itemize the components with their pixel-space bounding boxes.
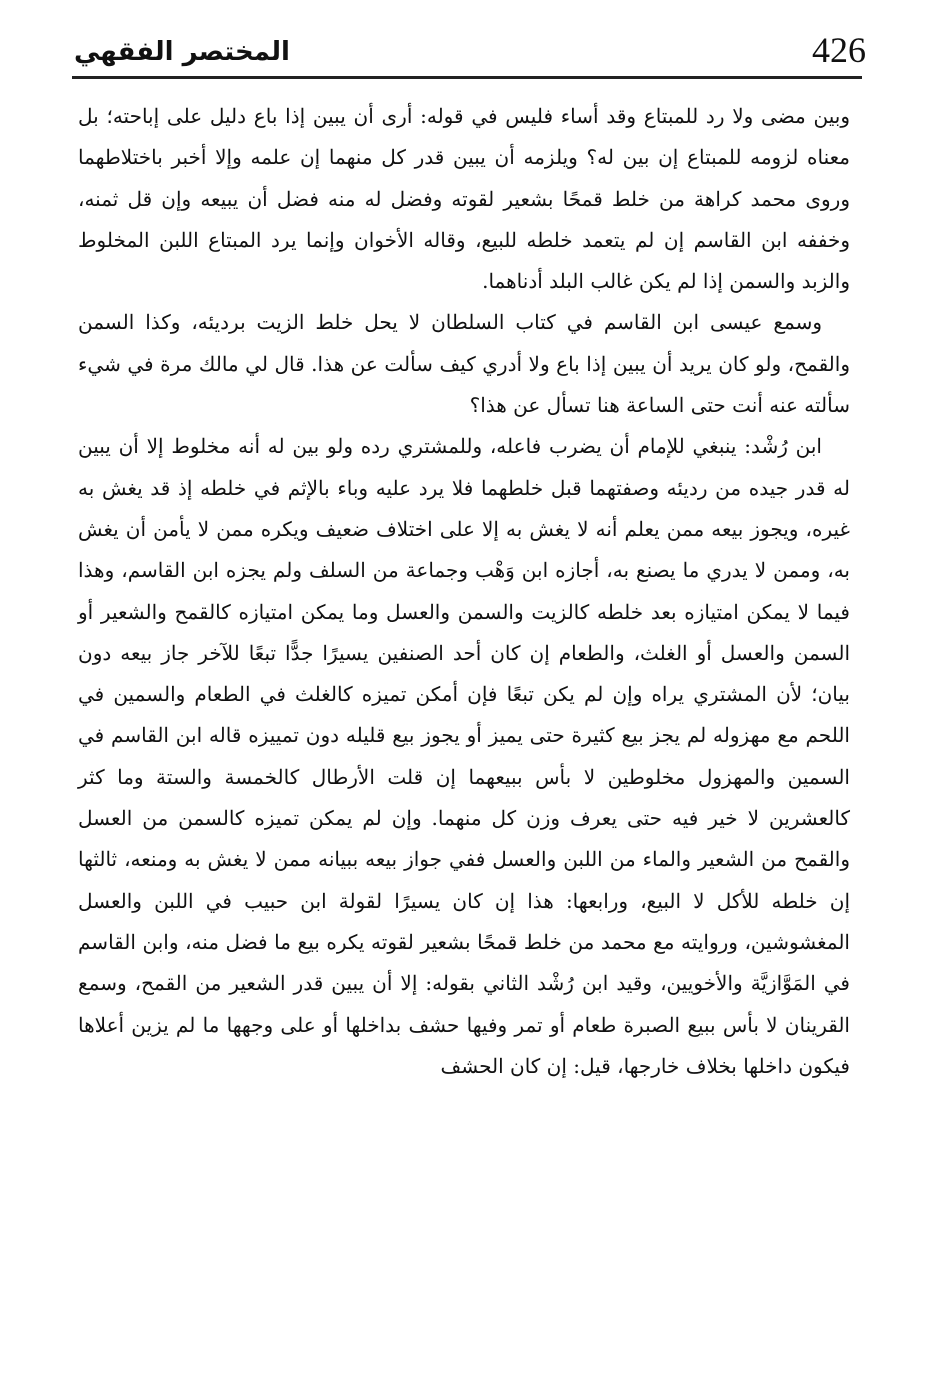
header-rule — [72, 76, 862, 79]
book-title: المختصر الفقهي — [74, 37, 290, 67]
page-header — [70, 30, 870, 76]
page-number: 426 — [812, 30, 866, 70]
paragraph: وسمع عيسى ابن القاسم في كتاب السلطان لا يحل خلط الزيت برديئه، وكذا السمن والقمح، ولو كان يريد أن يبين إذا باع ولا أدري كيف سألت عن هذا. قال لي مالك مرة في شيء سألته عنه أنت حتى الساعة هنا تسأل عن هذا؟ — [78, 310, 850, 418]
paragraph: وبين مضى ولا رد للمبتاع وقد أساء فليس في قوله: أرى أن يبين إذا باع دليل على إباحته؛ بل معناه لزومه للمبتاع إن بين له؟ ويلزمه أن يبين قدر كل منهما إن علمه وإلا أخبر باختلاطهما وروى محمد كراهة من خلط قمحًا بشعير لقوته وفضل له منه فضل أن يبيعه وإن قل ثمنه، وخففه ابن القاسم إن لم يتعمد خلطه للبيع، وقاله الأخوان وإنما يرد المبتاع اللبن المخلوط والزبد والسمن إذا لم يكن غالب البلد أدناهما. — [78, 104, 850, 294]
body-text — [78, 96, 850, 1087]
paragraph: ابن رُشْد: ينبغي للإمام أن يضرب فاعله، وللمشتري رده ولو بين له أنه مخلوط إلا أن يبين له قدر جيده من رديئه وصفتهما قبل خلطهما فلا يرد عليه وباء بالإثم في خلطه إذ قد يغش به غيره، ويجوز بيعه ممن يعلم أنه لا يغش به إلا على اختلاف ضعيف ويكره ممن لا يأمن أن يغش به، وممن لا يدري ما يصنع به، أجازه ابن وَهْب وجماعة من السلف ولم يجزه ابن القاسم، وهذا فيما لا يمكن امتيازه بعد خلطه كالزيت والسمن والعسل وما يمكن امتيازه كالقمح والشعير أو السمن والعسل أو الغلث، والطعام إن كان أحد الصنفين يسيرًا جدًّا تبعًا للآخر جاز بيعه دون بيان؛ لأن المشتري يراه وإن لم يكن تبعًا فإن أمكن تميزه كالغلث في الطعام والسمين في اللحم مع مهزوله لم يجز بيع كثيرة حتى يميز أو يجوز بيع قليله دون تمييزه قاله ابن القاسم في السمين والمهزول مخلوطين لا بأس ببيعهما إن قلت الأرطال كالخمسة والستة وما كثر كالعشرين لا خير فيه حتى يعرف وزن كل منهما. وإن لم يمكن تميزه كالسمن من العسل والقمح من الشعير والماء من اللبن والعسل ففي جواز بيعه ببيانه ممن لا يغش به ومنعه، ثالثها إن خلطه للأكل لا البيع، ورابعها: هذا إن كان يسيرًا لقولة ابن حبيب في اللبن والعسل المغشوشين، وروايته مع محمد من خلط قمحًا بشعير لقوته يكره بيع ما فضل منه، وابن القاسم في المَوَّازيَّة والأخويين، وقيد ابن رُشْد الثاني بقوله: إلا أن يبين قدر الشعير من القمح، وسمع القرينان لا بأس ببيع الصبرة طعام أو تمر وفيها حشف بداخلها أو على وجهها ما لم يزين أعلاها فيكون داخلها بخلاف خارجها، قيل: إن كان الحشف — [78, 434, 850, 1078]
